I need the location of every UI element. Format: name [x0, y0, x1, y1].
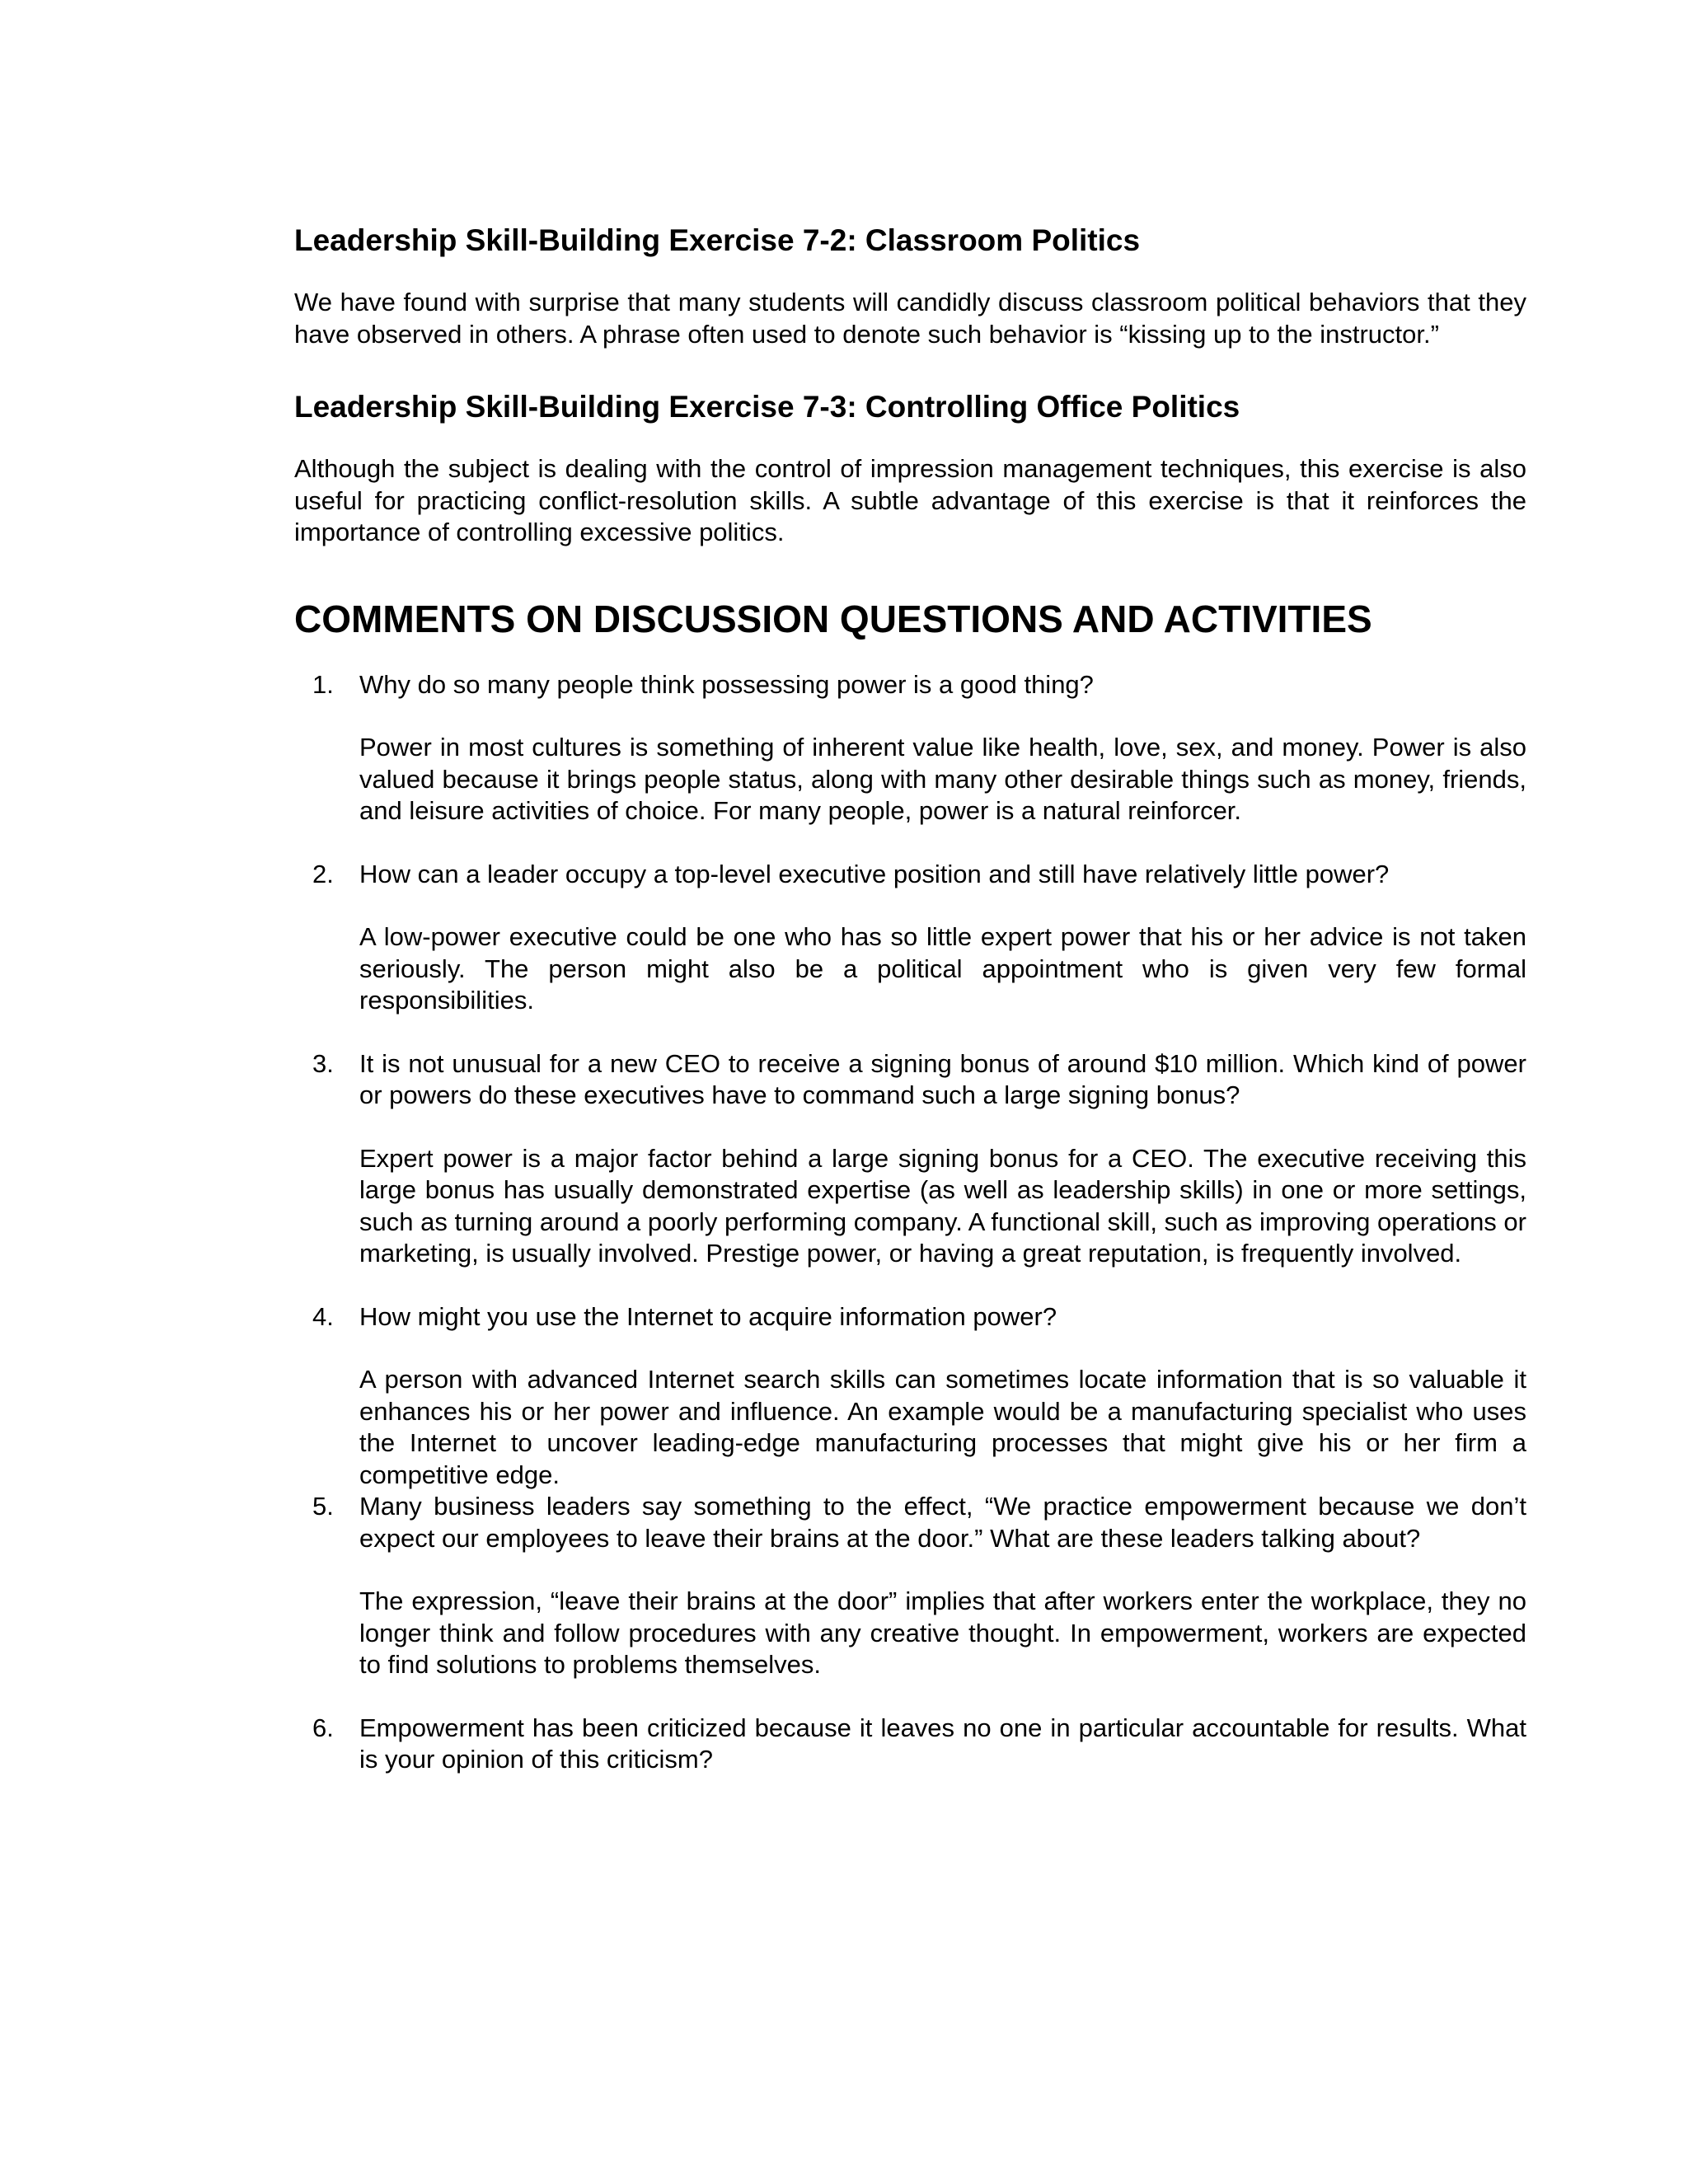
answer-text: The expression, “leave their brains at the door” implies that after workers enter the workplace, they no longer think and follow procedures with any creative thought. In empowerment, workers are expected to find solutions to problems themselves. — [359, 1586, 1526, 1679]
exercise-7-2-body: We have found with surprise that many students will candidly discuss classroom political behaviors that they have observed in others. A phrase often used to denote such behavior is “kissing up to the instructor.” — [294, 288, 1526, 349]
question-number: 2. — [312, 859, 334, 888]
question-item-2 — [294, 859, 1526, 1017]
question-text: Empowerment has been criticized because it leaves no one in particular accountable for results. What is your opinion of this criticism? — [359, 1713, 1526, 1774]
discussion-questions-list — [294, 669, 1526, 1776]
question-text: How can a leader occupy a top-level executive position and still have relatively little power? — [359, 859, 1390, 888]
question-item-3 — [294, 1048, 1526, 1270]
question-text: Why do so many people think possessing power is a good thing? — [359, 669, 1094, 699]
question-item-6 — [294, 1713, 1526, 1776]
question-text: How might you use the Internet to acquire information power? — [359, 1301, 1057, 1331]
question-item-4 — [294, 1301, 1526, 1492]
question-number: 3. — [312, 1048, 334, 1078]
exercise-7-3-heading: Leadership Skill-Building Exercise 7-3: Controlling Office Politics — [294, 390, 1240, 424]
question-item-1 — [294, 669, 1526, 827]
question-text: It is not unusual for a new CEO to receive a signing bonus of around $10 million. Which kind of power or powers do these executives have to command such a large signing bonus? — [359, 1048, 1526, 1109]
answer-text: A person with advanced Internet search skills can sometimes locate information that is so valuable it enhances his or her power and influence. An example would be a manufacturing specialist who uses the Internet to uncover leading-edge manufacturing processes that might give his or her firm a competitive edge. — [359, 1365, 1526, 1489]
answer-text: Expert power is a major factor behind a large signing bonus for a CEO. The executive receiving this large bonus has usually demonstrated expertise (as well as leadership skills) in one or more settings, such as turning around a poorly performing company. A functional skill, such as improving operations or marketing, is usually involved. Prestige power, or having a great reputation, is frequently involved. — [359, 1143, 1526, 1268]
question-number: 5. — [312, 1492, 334, 1521]
document-page — [294, 223, 1526, 1776]
exercise-7-2-heading: Leadership Skill-Building Exercise 7-2: Classroom Politics — [294, 223, 1141, 257]
answer-text: A low-power executive could be one who has so little expert power that his or her advice is not taken seriously. The person might also be a political appointment who is given very few formal responsibilities. — [359, 922, 1526, 1015]
question-item-5 — [294, 1491, 1526, 1681]
exercise-7-3-body: Although the subject is dealing with the control of impression management techniques, this exercise is also useful for practicing conflict-resolution skills. A subtle advantage of this exercise is that it reinforces the importance of controlling excessive politics. — [294, 454, 1526, 546]
question-number: 1. — [312, 669, 334, 699]
question-text: Many business leaders say something to the effect, “We practice empowerment because we don’t expect our employees to leave their brains at the door.” What are these leaders talking about? — [359, 1492, 1526, 1553]
question-number: 6. — [312, 1713, 334, 1742]
comments-section-title: COMMENTS ON DISCUSSION QUESTIONS AND ACTIVITIES — [294, 597, 1372, 640]
question-number: 4. — [312, 1301, 334, 1331]
answer-text: Power in most cultures is something of inherent value like health, love, sex, and money. Power is also valued because it brings people status, along with many other desirable things such as money, friends, and leisure activities of choice. For many people, power is a natural reinforcer. — [359, 733, 1526, 825]
